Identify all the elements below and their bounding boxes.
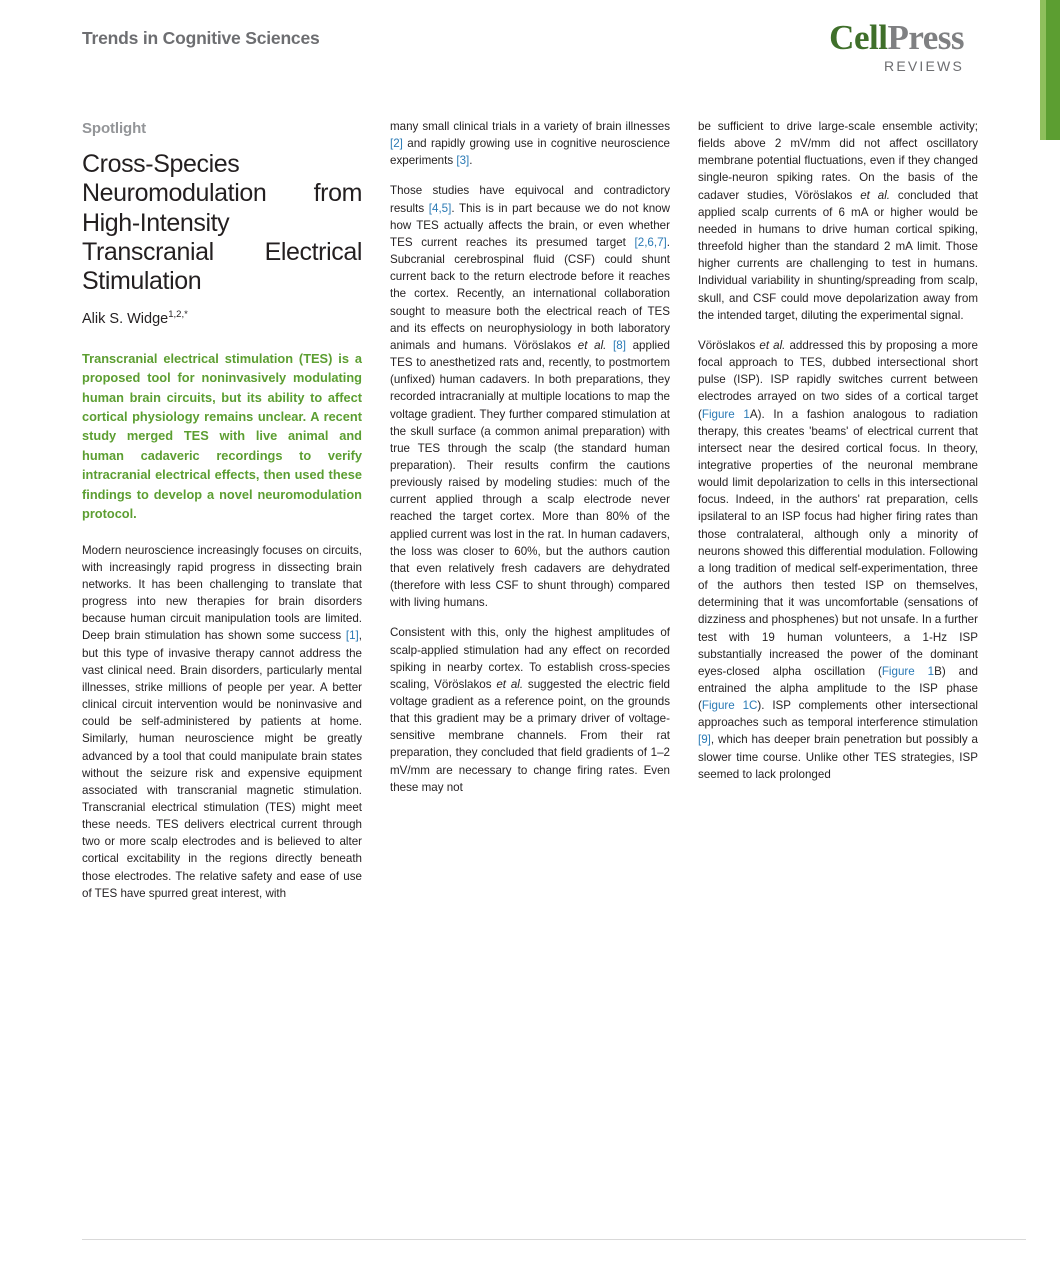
col3-p2-text-f: , which has deeper brain penetration but possibly a slower time course. Unlike other TES strategies, ISP seemed to lack prolonged <box>698 733 978 781</box>
author-name: Alik S. Widge <box>82 311 169 328</box>
col2-p3-text-b: suggested the electric field voltage gradient as a reference point, on the grounds that this gradient may be a primary driver of voltage-sensitive membrane channels. From their rat preparation, they concluded that field gradients of 1–2 mV/mm are necessary to change firing rates. Even these may not <box>390 677 671 794</box>
col3-p1-text-a: be sufficient to drive large-scale ensemble activity; fields above 2 mV/mm did not affect oscillatory membrane potential fluctuations, even if they changed single-neuron spiking rates. On the basis of the cadaver studies, Vöröslakos <box>698 120 978 202</box>
journal-title: Trends in Cognitive Sciences <box>82 28 320 48</box>
article-standfirst: Transcranial electrical stimulation (TES) is a proposed tool for noninvasively modulating human brain circuits, but its ability to affect cortical physiology remains unclear. A recent study merged TES with live animal and human cadaveric recordings to verify intracranial electrical effects, then used these findings to develop a novel neuromodulation protocol. <box>82 350 362 522</box>
reference-link-4-5[interactable]: [4,5] <box>428 201 452 215</box>
col2-p3-et-al: et al. <box>496 677 524 691</box>
col2-p2-text-a: Those studies have equivocal and contradictory results <box>390 184 670 215</box>
figure-1a-link[interactable]: Figure 1 <box>701 407 750 421</box>
col2-paragraph-2 <box>390 182 670 611</box>
col1-p1-text-a: Modern neuroscience increasingly focuses on circuits, with increasingly rapid progress in dissecting brain networks. It has been challenging to translate that progress into new therapies for brain disorders because human circuit manipulation tools are limited. Deep brain stimulation has shown some success <box>82 543 362 643</box>
logo-reviews-text: REVIEWS <box>884 58 964 74</box>
col3-paragraph-2 <box>698 337 978 783</box>
col2-p2-text-b: . This is in part because we do not know how TES actually affects the brain, or even whether TES current reaches its presumed target <box>390 201 670 249</box>
col1-p1-text-b: , but this type of invasive therapy cannot address the vast clinical need. Brain disorders, particularly mental illnesses, strike millions of people per year. A better clinical circuit intervention would be noninvasive and could be self-administered by patients at home. Similarly, human neuroscience might be greatly advanced by a tool that could manipulate brain states without the seizure risk and expensive equipment associated with transcranial magnetic stimulation. Transcranial electrical stimulation (TES) might meet these needs. TES delivers electrical current through two or more scalp electrodes and is believed to alter cortical excitability in the regions directly beneath those electrodes. The relative safety and ease of use of TES have spurred great interest, with <box>82 629 362 900</box>
col3-p2-text-a: Vöröslakos <box>698 338 760 352</box>
col2-p2-text-c: . Subcranial cerebrospinal fluid (CSF) could shunt current back to the return electrode before it reaches the cortex. Recently, an international collaboration sought to measure both the electrical reach of TES and its effects on neurophysiology in both laboratory animals and humans. Vöröslakos <box>390 235 670 352</box>
article-body <box>82 118 978 915</box>
col2-paragraph-1 <box>390 118 670 169</box>
col3-p1-text-b: concluded that applied scalp currents of 6 mA or higher would be needed in humans to drive human cortical spiking, threefold higher than the standard 2 mA limit. Those higher currents are challenging to test in humans. Individual variability in shunting/spreading from scalp, skull, and CSF could move depolarization away from the intended target, diluting the experimental signal. <box>698 188 979 322</box>
col3-paragraph-1 <box>698 118 978 324</box>
col2-p3-text-a: Consistent with this, only the highest amplitudes of scalp-applied stimulation had any effect on recorded spiking in nearby cortex. To establish cross-species scaling, Vöröslakos <box>390 626 670 691</box>
reference-link-1[interactable]: [1] <box>345 629 359 643</box>
col2-p1-text-c: . <box>469 154 473 168</box>
logo-press-text: Press <box>887 18 964 57</box>
col3-p2-text-b: addressed this by proposing a more focal approach to TES, dubbed intersectional short pulse (ISP). ISP rapidly switches current between electrodes arrayed on two sides of a cortical target ( <box>698 338 978 421</box>
col2-p2-et-al: et al. <box>577 338 607 352</box>
article-kicker: Spotlight <box>82 120 147 137</box>
column-2 <box>390 118 670 915</box>
reference-link-3[interactable]: [3] <box>456 154 470 168</box>
column-1 <box>82 118 362 915</box>
reference-link-2[interactable]: [2] <box>390 137 403 151</box>
author-byline <box>82 308 362 330</box>
footer-divider <box>82 1239 1026 1240</box>
col3-p2-text-d: B) and entrained the alpha amplitude to the ISP phase ( <box>698 664 978 713</box>
col2-p2-text-d: applied TES to anesthetized rats and, recently, to postmortem (unfixed) human cadavers. In both preparations, they recorded intracranially at multiple locations to map the voltage gradient. They further compared stimulation at the skull surface (a common animal preparation) with true TES through the scalp (the standard human preparation). Their results confirm the cautions previously raised by modeling studies: much of the current applied through a scalp electrode never reached the target cortex. More than 80% of the applied current was lost in the rat. In human cadavers, the loss was closer to 60%, but the authors caution that even relatively fresh cadavers are dehydrated (therefore with less CSF to shunt through) compared with living humans. <box>390 338 670 610</box>
col2-p1-text-b: and rapidly growing use in cognitive neuroscience experiments <box>390 137 670 168</box>
logo-cell-text: Cell <box>829 18 888 57</box>
column-3 <box>698 118 978 915</box>
col3-p2-et-al: et al. <box>759 338 786 352</box>
col3-p2-text-e: ). ISP complements other intersectional approaches such as temporal interference stimulation <box>698 699 978 730</box>
col1-paragraph-1 <box>82 542 362 902</box>
reference-link-8[interactable]: [8] <box>613 338 626 352</box>
figure-1c-link[interactable]: Figure 1C <box>701 699 758 713</box>
col3-p1-et-al: et al. <box>860 188 891 202</box>
col2-paragraph-3 <box>390 624 670 796</box>
cell-press-logo <box>829 20 964 73</box>
reference-link-9[interactable]: [9] <box>698 733 711 747</box>
figure-1b-link[interactable]: Figure 1 <box>881 664 935 678</box>
page-edge-accent <box>1046 0 1060 140</box>
page-title: Cross-Species Neuromodulation from High-Intensity Transcranial Electrical Stimulation <box>82 150 362 296</box>
col2-p1-text-a: many small clinical trials in a variety of brain illnesses <box>390 120 670 133</box>
journal-header <box>82 18 1026 92</box>
author-affiliation-marker: 1,2,* <box>168 309 188 321</box>
reference-link-2-6-7[interactable]: [2,6,7] <box>634 235 667 249</box>
col3-p2-text-c: A). In a fashion analogous to radiation therapy, this creates 'beams' of electrical current that intersect near the desired cortical focus. In theory, integrative properties of the neuronal membrane would limit depolarization to cells in this intersectional focus. Indeed, in the authors' rat preparation, cells ipsilateral to an ISP focus had higher firing rates than those contralateral, although only a minority of neurons showed this differential modulation. Following a long tradition of medical self-experimentation, three of the authors then tested ISP on themselves, determining that it was uncomfortable (sensations of dizziness and phosphenes) but not unsafe. In a further test with 19 human volunteers, a 1-Hz ISP substantially increased the power of the dominant eyes-closed alpha oscillation ( <box>698 407 979 678</box>
